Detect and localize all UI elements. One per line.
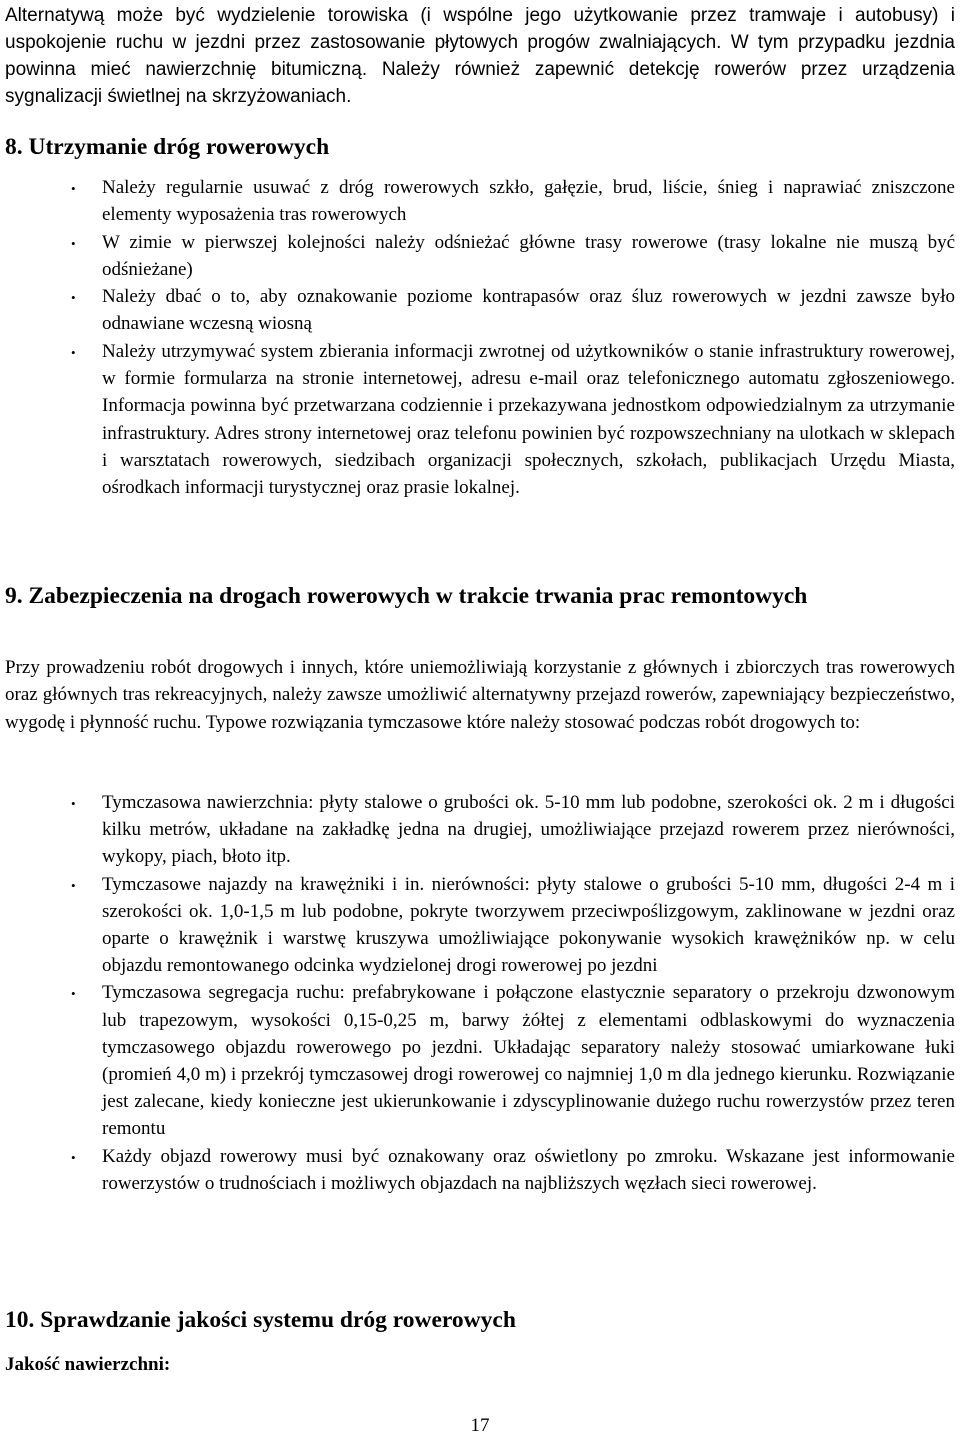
- page-number: 17: [470, 1415, 490, 1436]
- bullet-icon: •: [71, 986, 76, 1002]
- list-item-text: Tymczasowe najazdy na krawężniki i in. nierówności: płyty stalowe o grubości 5-10 mm, długości 2-4 m i szerokości ok. 1,0-1,5 m lub podobne, pokryte tworzywem przeciwpoślizgowym, zaklinowane w jezdni oraz oparte o krawężnik i warstwę kruszywa umożliwiające pokonywanie wysokich krawężników np. w celu objazdu remontowanego odcinka wydzielonej drogi rowerowej po jezdni: [102, 873, 955, 977]
- list-item: [0, 789, 955, 871]
- list-item: [0, 338, 955, 502]
- list-item: [0, 283, 955, 338]
- list-item-text: Należy utrzymywać system zbierania informacji zwrotnej od użytkowników o stanie infrastruktury rowerowej, w formie formularza na stronie internetowej, adresu e-mail oraz telefonicznego automatu zgłoszeniowego. Informacja powinna być przetwarzana codziennie i przekazywana jednostkom odpowiedzialnym za utrzymanie infrastruktury. Adres strony internetowej oraz telefonu powinien być rozpowszechniany na ulotkach w sklepach i warsztatach rowerowych, siedzibach organizacji społecznych, szkołach, publikacjach Urzędu Miasta, ośrodkach informacji turystycznej oraz prasie lokalnej.: [102, 340, 955, 499]
- section-8-bullet-list: [0, 174, 955, 502]
- section-8-heading: 8. Utrzymanie dróg rowerowych: [5, 134, 330, 160]
- list-item: [0, 1143, 955, 1197]
- bullet-icon: •: [71, 344, 76, 360]
- list-item-text: Tymczasowa nawierzchnia: płyty stalowe o grubości ok. 5-10 mm lub podobne, szerokości ok. 2 m i długości kilku metrów, układane na zakładkę jedna na drugiej, umożliwiające przejazd rowerem przez nierówności, wykopy, piach, błoto itp.: [102, 792, 955, 868]
- bullet-icon: •: [71, 796, 76, 811]
- list-item: [0, 174, 955, 229]
- list-item-text: Tymczasowa segregacja ruchu: prefabrykowane i połączone elastycznie separatory o przekroju dzwonowym lub trapezowym, wysokości 0,15-0,25 m, barwy żółtej z elementami odblaskowymi do wyznaczenia tymczasowego objazdu rowerowego po jezdni. Układając separatory należy stosować umiarkowane łuki (promień 4,0 m) i przekrój tymczasowej drogi rowerowej co najmniej 1,0 m dla jednego kierunku. Rozwiązanie jest zalecane, kiedy konieczne jest ukierunkowanie i zdyscyplinowanie dużego ruchu rowerzystów przez teren remontu: [102, 982, 955, 1140]
- intro-paragraph: Alternatywą może być wydzielenie torowiska (i wspólne jego użytkowanie przez tramwaje i autobusy) i uspokojenie ruchu w jezdni przez zastosowanie płytowych progów zwalniających. W tym przypadku jezdnia powinna mieć nawierzchnię bitumiczną. Należy również zapewnić detekcję rowerów przez urządzenia sygnalizacji świetlnej na skrzyżowaniach.: [5, 5, 955, 107]
- bullet-icon: •: [71, 1149, 76, 1165]
- bullet-icon: •: [71, 235, 76, 251]
- list-item-text: Należy dbać o to, aby oznakowanie poziome kontrapasów oraz śluz rowerowych w jezdni zawsze było odnawiane wczesną wiosną: [102, 286, 955, 335]
- section-9-heading: 9. Zabezpieczenia na drogach rowerowych w trakcie trwania prac remontowych: [5, 583, 808, 609]
- list-item-text: W zimie w pierwszej kolejności należy odśnieżać główne trasy rowerowe (trasy lokalne nie muszą być odśnieżane): [102, 231, 955, 280]
- surface-quality-subheading: Jakość nawierzchni:: [5, 1354, 171, 1375]
- list-item-text: Każdy objazd rowerowy musi być oznakowany oraz oświetlony po zmroku. Wskazane jest informowanie rowerzystów o trudnościach i możliwych objazdach na najbliższych węzłach sieci rowerowej.: [102, 1145, 955, 1194]
- list-item: [0, 229, 955, 284]
- section-10-heading: 10. Sprawdzanie jakości systemu dróg rowerowych: [5, 1307, 516, 1333]
- list-item: [0, 871, 955, 980]
- bullet-icon: •: [71, 290, 76, 306]
- section-9-bullet-list: [0, 789, 955, 1197]
- list-item: [0, 979, 955, 1142]
- section-9-paragraph: Przy prowadzeniu robót drogowych i innych, które uniemożliwiają korzystanie z głównych i zbiorczych tras rowerowych oraz głównych tras rekreacyjnych, należy zawsze umożliwić alternatywny przejazd rowerów, zapewniający bezpieczeństwo, wygodę i płynność ruchu. Typowe rozwiązania tymczasowe które należy stosować podczas robót drogowych to:: [5, 657, 955, 733]
- bullet-icon: •: [71, 877, 76, 893]
- bullet-icon: •: [71, 181, 76, 196]
- list-item-text: Należy regularnie usuwać z dróg rowerowych szkło, gałęzie, brud, liście, śnieg i naprawiać zniszczone elementy wyposażenia tras rowerowych: [102, 177, 955, 226]
